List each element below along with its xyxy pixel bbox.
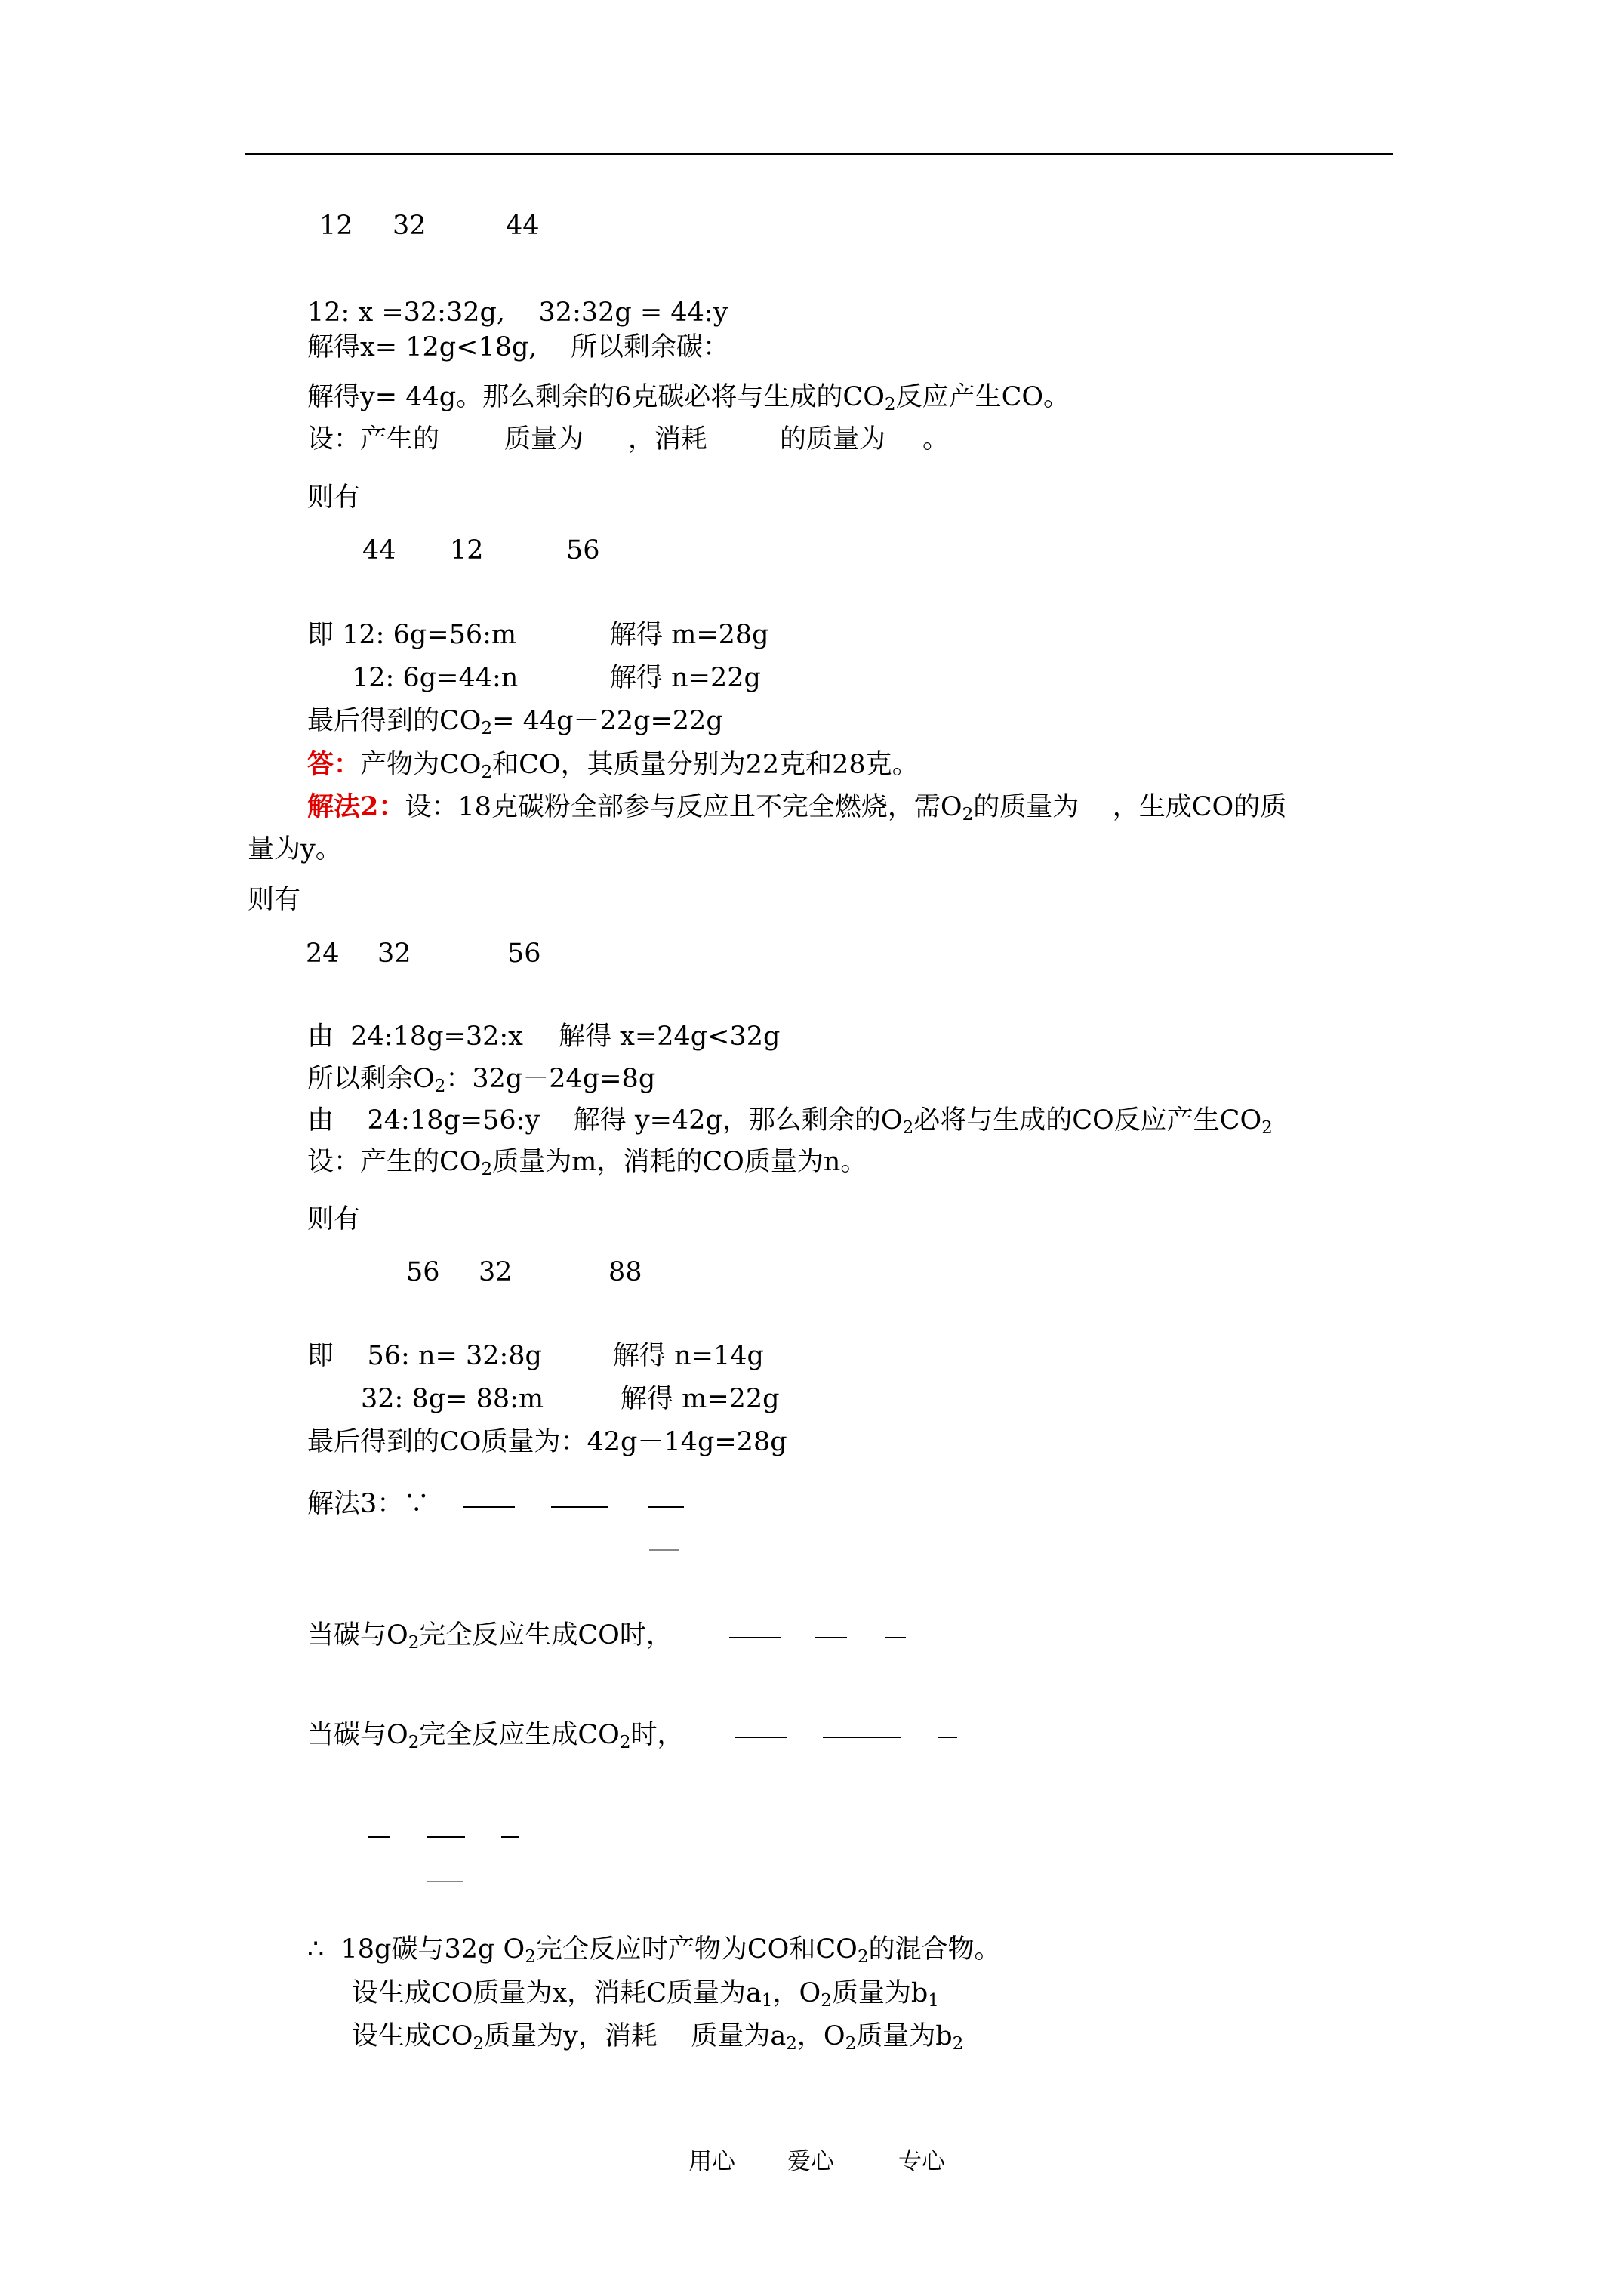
co2-condition-line: 当碳与$O_2$完全反应生成$CO_2$时，: [307, 1720, 684, 1752]
then-label: 则有: [307, 482, 361, 513]
mass-value: 56: [566, 535, 600, 566]
fraction-bar: [463, 1506, 515, 1508]
set-co-line: 设生成CO质量为x，消耗C质量为$a_1$，$O_2$质量为$b_1$: [352, 1978, 939, 2011]
ratio-equation: 12: x =32:32g, 32:32g = 44:y: [307, 297, 728, 328]
let-line: 设：产生的$CO_2$质量为m，消耗的CO质量为n。: [307, 1147, 867, 1179]
solve-x-line: 解得x= 12g<18g, 所以剩余碳：: [307, 332, 730, 362]
footer-text: 专心: [898, 2148, 945, 2175]
fraction-bar: [427, 1836, 465, 1838]
final-co-line: 最后得到的CO质量为：42g－14g=28g: [307, 1427, 787, 1457]
footer-text: 爱心: [787, 2148, 834, 2175]
mass-value: 56: [507, 938, 541, 969]
mass-value: 24: [306, 938, 340, 969]
fraction-bar: [427, 1881, 463, 1882]
equation-m-left: 即 12: 6g=56:m: [307, 620, 517, 650]
method2-line2: 量为y。: [248, 834, 342, 864]
fraction-bar: [649, 1549, 679, 1551]
fraction-bar: [815, 1637, 847, 1638]
equation-n-right: 解得 n=22g: [610, 663, 761, 693]
equation-m-right: 解得 m=28g: [610, 620, 769, 650]
let-d: 的质量为: [780, 424, 886, 455]
co-condition-line: 当碳与$O_2$完全反应生成CO时，: [307, 1620, 673, 1653]
equation-2-line: 由 24:18g=56:y 解得 y=42g，那么剩余的$O_2$必将与生成的CO反应产生$CO_2$: [307, 1105, 1273, 1138]
method3-label: 解法3：∵: [307, 1489, 430, 1519]
mass-value: 44: [362, 535, 396, 566]
equation-1-left: 由 24:18g=32:x: [307, 1022, 523, 1052]
mass-value: 12: [450, 535, 484, 566]
header-rule: [245, 153, 1393, 155]
equation-n-left: 即 56: n= 32:8g: [307, 1341, 542, 1371]
fraction-bar: [648, 1506, 684, 1508]
solve-y-line: 解得y= 44g。那么剩余的6克碳必将与生成的$CO_2$反应产生CO。: [307, 382, 1070, 415]
answer-line: 答：产物为$CO_2$和CO，其质量分别为22克和28克。: [307, 749, 919, 782]
equation-n-right: 解得 n=14g: [613, 1341, 764, 1371]
let-b: 质量为: [504, 424, 584, 455]
mass-value: 56: [406, 1257, 440, 1287]
footer-text: 用心: [688, 2148, 735, 2175]
fraction-bar: [368, 1836, 390, 1838]
equation-1-right: 解得 x=24g<32g: [559, 1022, 781, 1052]
then-label: 则有: [307, 1204, 361, 1234]
mass-value: 32: [393, 211, 427, 241]
let-a: 设：产生的: [307, 424, 440, 455]
then-label: 则有: [248, 885, 301, 915]
equation-m-left: 32: 8g= 88:m: [361, 1384, 544, 1414]
fraction-bar: [735, 1737, 787, 1738]
set-co2-line: 设生成$CO_2$质量为y，消耗 质量为$a_2$，$O_2$质量为$b_2$: [352, 2021, 964, 2054]
mass-value: 32: [479, 1257, 513, 1287]
mass-value: 44: [506, 211, 540, 241]
let-e: 。: [922, 424, 950, 455]
therefore-line: ∴ 18g碳与32g $O_2$完全反应时产物为CO和$CO_2$的混合物。: [307, 1934, 1001, 1967]
fraction-bar: [729, 1637, 781, 1638]
equation-n-left: 12: 6g=44:n: [352, 663, 519, 693]
answer-label: 答：: [307, 749, 361, 780]
equation-m-right: 解得 m=22g: [621, 1384, 780, 1414]
final-co2-line: 最后得到的$CO_2= 44g-22g=22g$: [307, 706, 723, 738]
fraction-bar: [501, 1836, 519, 1838]
fraction-bar: [885, 1637, 906, 1638]
let-c: ，消耗: [628, 424, 708, 455]
fraction-bar: [823, 1737, 901, 1738]
mass-value: 32: [377, 938, 411, 969]
method2-label: 解法2：: [307, 791, 405, 822]
fraction-bar: [938, 1737, 957, 1738]
mass-value: 88: [608, 1257, 642, 1287]
fraction-bar: [551, 1506, 608, 1508]
mass-value: 12: [319, 211, 353, 241]
remaining-o2-line: 所以剩余$O_2$：32g－24g=8g: [307, 1064, 656, 1096]
method2-line1: 解法2：设：18克碳粉全部参与反应且不完全燃烧，需$O_2$的质量为 ，生成CO的质: [307, 791, 1287, 824]
